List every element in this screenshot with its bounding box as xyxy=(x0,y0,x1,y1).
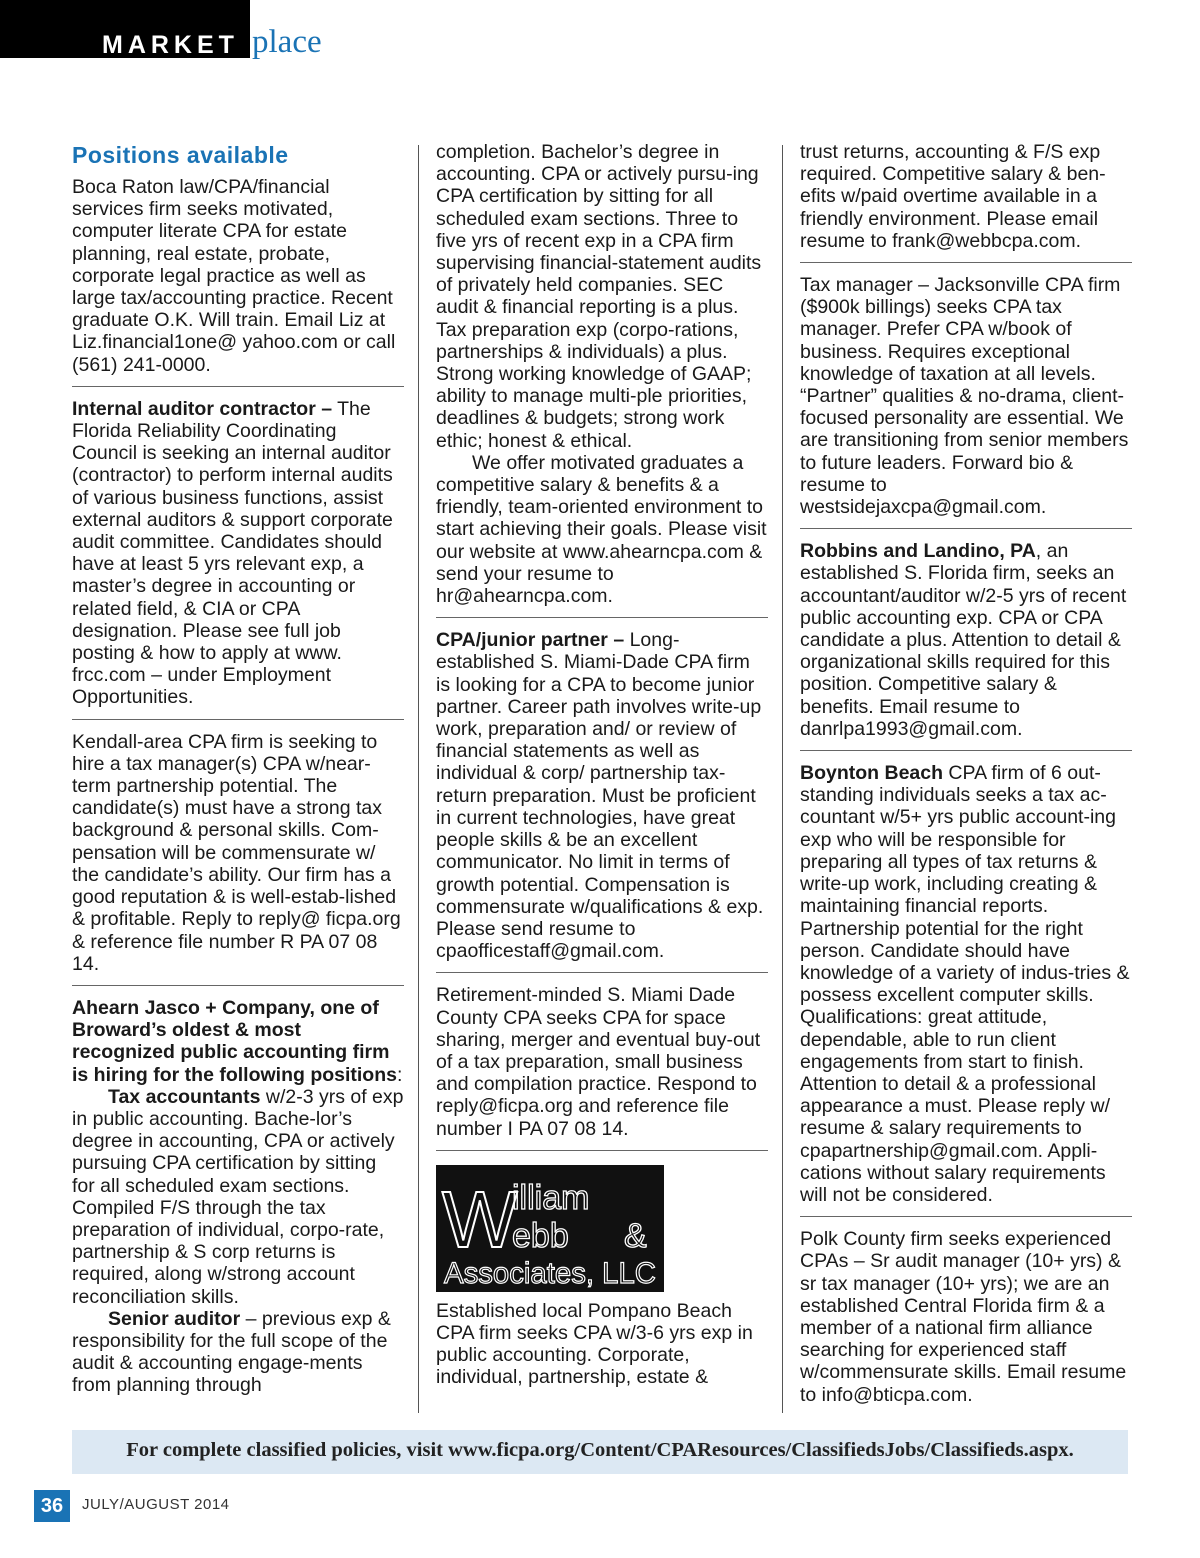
ad-lead: Boynton Beach xyxy=(800,762,944,785)
classified-policy-banner xyxy=(72,1430,1128,1474)
ad-separator xyxy=(800,1216,1132,1217)
section-heading: Positions available xyxy=(72,142,289,168)
ad-separator xyxy=(72,386,404,387)
ad-separator xyxy=(800,262,1132,263)
column-divider-2 xyxy=(782,145,783,1413)
logo-big-w: W xyxy=(442,1174,518,1264)
ad-text: CPA firm of 6 out-standing individuals seeks a tax ac-countant w/5+ yrs public account-ing exp who will be responsible for preparing all types of tax returns & write-up work, including creating & maintaining financial reports. Partnership potential for the right person. Candidate should have knowledge of a variety of indus-tries & possess excellent computer skills. Qualifications: great attitude, dependable, able to run client engagements from start to finish. Attention to detail & a professional appearance a must. Please reply w/ resume & salary requirements to cpapartnership@gmail.com. Appli-cations without salary requirements will not be considered. xyxy=(800,762,1130,1206)
ad-ahearn-jasco xyxy=(72,997,404,1397)
ad-separator xyxy=(436,617,768,618)
ad-lead: Robbins and Landino, PA xyxy=(800,540,1036,563)
ad-separator xyxy=(436,972,768,973)
william-webb-logo xyxy=(436,1165,664,1292)
column-1 xyxy=(72,141,404,1397)
logo-line3: Associates, LLC xyxy=(444,1256,656,1290)
ad-robbins-landino xyxy=(800,540,1132,740)
ad-text: We offer motivated graduates a competitive salary & benefits & a friendly, team-oriented environment to start achieving their goals. Please visit our website at www.ahearncpa.com & send your resume to hr@ahearncpa.com. xyxy=(436,451,767,608)
ad-text: completion. Bachelor’s degree in accounting. CPA or actively pursu-ing CPA certification by sitting for all scheduled exam sections. Three to five yrs of recent exp in a CPA firm supervising financial-statement audits of privately held companies. SEC audit & financial reporting is a plus. Tax preparation exp (corpo-rations, partnerships & individuals) a plus. Strong working knowledge of GAAP; ability to manage multi-ple priorities, deadlines & budgets; strong work ethic; honest & ethical. xyxy=(436,141,762,452)
ad-boca-raton xyxy=(72,176,404,376)
logo-ampersand: & xyxy=(624,1216,647,1255)
ad-lead: Internal auditor contractor – xyxy=(72,397,333,420)
ad-polk-county xyxy=(800,1228,1132,1406)
ad-text: Polk County firm seeks experienced CPAs – Sr audit manager (10+ yrs) & sr tax manager (10+ yrs); we are an established Central Florida firm & a member of a national firm alliance searching for experienced staff w/commensurate skills. Email resume to info@bticpa.com. xyxy=(800,1228,1127,1406)
ad-text: , an established S. Florida firm, seeks an accountant/auditor w/2-5 yrs of recent public accounting exp. CPA or CPA candidate a plus. Attention to detail & organizational skills required for this position. Competitive salary & benefits. Email resume to danrlpa1993@gmail.com. xyxy=(800,540,1127,740)
ad-text: w/2-3 yrs of exp in public accounting. Bache-lor’s degree in accounting, CPA or actively pursuing CPA certification by sitting for all scheduled exam sections. Compiled F/S through the tax preparation of individual, corpo-rate, partnership & S corp returns is required, along w/strong account reconciliation skills. xyxy=(72,1085,404,1308)
ad-colon: : xyxy=(396,1063,403,1086)
ad-text: Boca Raton law/CPA/financial services firm seeks motivated, computer literate CPA for estate planning, real estate, probate, corporate legal practice as well as large tax/accounting practice. Recent graduate O.K. Will train. Email Liz at Liz.financial1one@ yahoo.com or call (561) 241-0000. xyxy=(72,176,396,376)
ad-internal-auditor xyxy=(72,398,404,709)
classified-policy-text: For complete classified policies, visit www.ficpa.org/Content/CPAResources/ClassifiedsJobs/Classifieds.aspx. xyxy=(126,1439,1074,1461)
header-market-label: MARKET xyxy=(102,31,239,59)
ad-text: Kendall-area CPA firm is seeking to hire a tax manager(s) CPA w/near-term partnership potential. The candidate(s) must have a strong tax background & personal skills. Com-pensation will be commensurate w/ the candidate’s ability. Our firm has a good reputation & is well-estab-lished & profitable. Reply to reply@ ficpa.org & reference file number R PA 07 08 14. xyxy=(72,730,401,975)
page-number: 36 xyxy=(34,1490,70,1522)
ad-sublead-senior: Senior auditor xyxy=(108,1307,241,1330)
ad-boynton-beach xyxy=(800,762,1132,1206)
ad-jacksonville-tax-manager xyxy=(800,274,1132,518)
ad-separator xyxy=(72,985,404,986)
ad-separator xyxy=(800,750,1132,751)
ad-kendall xyxy=(72,731,404,975)
ad-ahearn-jasco-cont xyxy=(436,141,768,607)
ad-text: – previous exp & responsibility for the full scope of the audit & accounting engage-ments from planning through xyxy=(72,1307,391,1397)
ad-pompano-beach xyxy=(436,1300,768,1389)
ad-text: trust returns, accounting & F/S exp required. Competitive salary & ben-efits w/paid overtime available in a friendly environment. Please email resume to frank@webbcpa.com. xyxy=(800,141,1106,252)
ad-pompano-beach-cont xyxy=(800,141,1132,252)
ad-separator xyxy=(436,1150,768,1151)
ad-separator xyxy=(72,719,404,720)
ad-lead: Ahearn Jasco + Company, one of Broward’s oldest & most recognized public accounting firm is hiring for the following positions xyxy=(72,996,397,1086)
ad-junior-partner xyxy=(436,629,768,962)
logo-line2: ebb xyxy=(512,1216,569,1255)
column-divider-1 xyxy=(418,145,419,1413)
ad-text: Tax manager – Jacksonville CPA firm ($900k billings) seeks CPA tax manager. Prefer CPA w/book of business. Requires exceptional knowledge of taxation at all levels. “Partner” qualities & no-drama, client-focused personality are essential. We are transitioning from senior members to future leaders. Forward bio & resume to westsidejaxcpa@gmail.com. xyxy=(800,274,1129,519)
ad-text: Established local Pompano Beach CPA firm seeks CPA w/3-6 yrs exp in public accounting. Corporate, individual, partnership, estate & xyxy=(436,1299,753,1389)
issue-date: JULY/AUGUST 2014 xyxy=(82,1496,230,1513)
column-2 xyxy=(436,141,768,1389)
ad-separator xyxy=(800,528,1132,529)
column-3 xyxy=(800,141,1132,1406)
ad-lead: CPA/junior partner – xyxy=(436,629,625,652)
ad-retirement-minded xyxy=(436,984,768,1139)
ad-text: Long-established S. Miami-Dade CPA firm is looking for a CPA to become junior partner. Career path involves write-up work, preparation and/ or review of financial statements as well as individual & corp/ partnership tax-return preparation. Must be proficient in current technologies, have great people skills & be an excellent communicator. No limit in terms of growth potential. Compensation is commensurate w/qualifications & exp. Please send resume to cpaofficestaff@gmail.com. xyxy=(436,629,764,963)
ad-text: Retirement-minded S. Miami Dade County CPA seeks CPA for space sharing, merger and eventual buy-out of a tax preparation, small business and compilation practice. Respond to reply@ficpa.org and reference file number I PA 07 08 14. xyxy=(436,984,761,1140)
header-place-label: place xyxy=(252,24,322,60)
ad-text: The Florida Reliability Coordinating Council is seeking an internal auditor (contractor) to perform internal audits of various business functions, assist external auditors & support corporate audit committee. Candidates should have at least 5 yrs relevant exp, a master’s degree in accounting or related field, & CIA or CPA designation. Please see full job posting & how to apply at www. frcc.com – under Employment Opportunities. xyxy=(72,397,393,709)
ad-sublead-tax: Tax accountants xyxy=(108,1085,261,1108)
logo-line1: illiam xyxy=(512,1178,590,1217)
